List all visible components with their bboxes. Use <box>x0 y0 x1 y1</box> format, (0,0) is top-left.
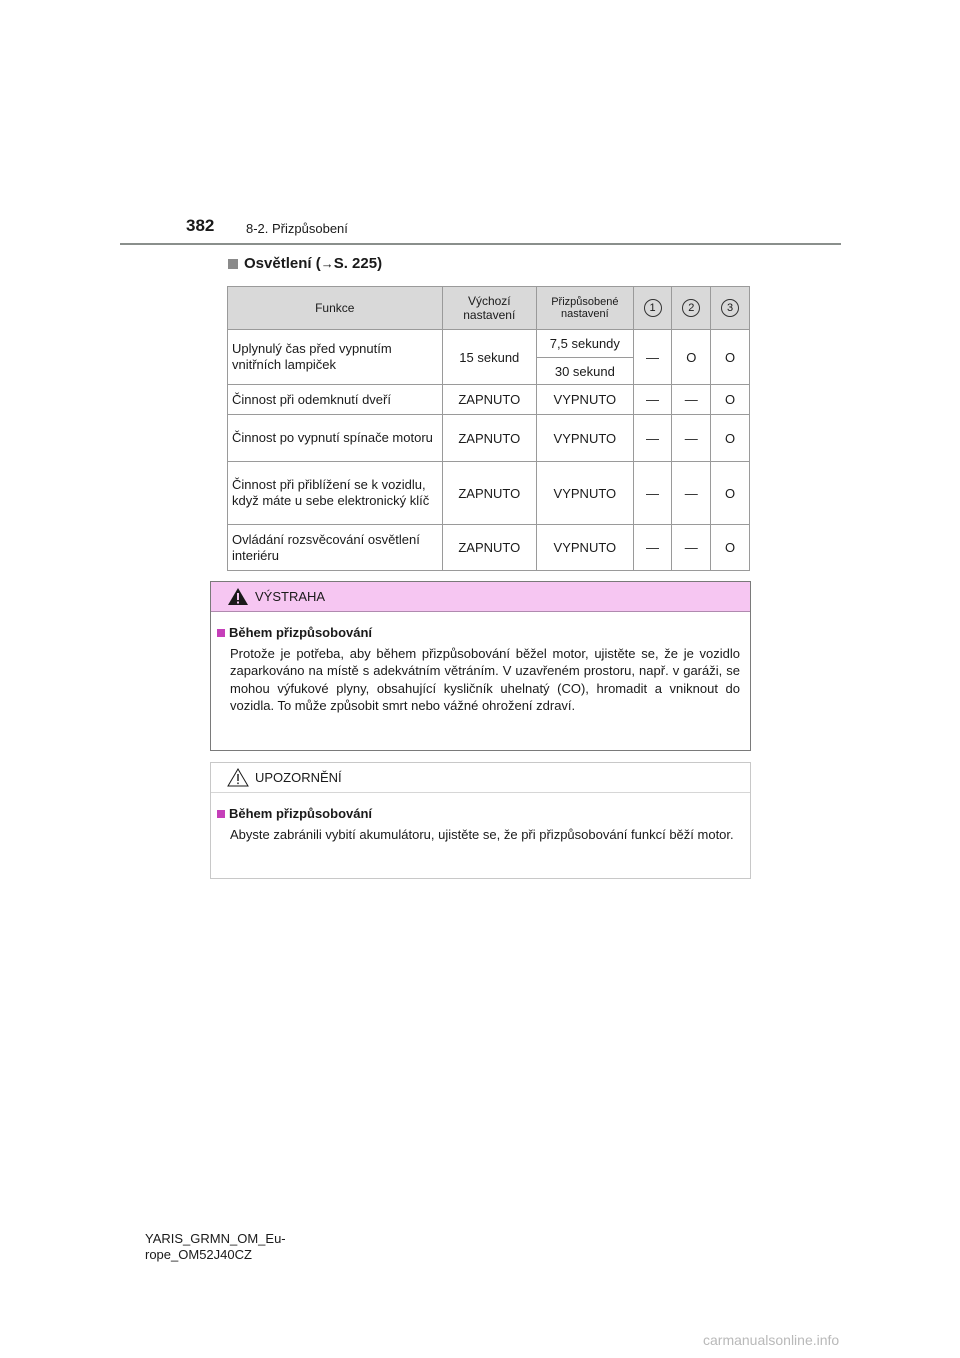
header-col-1 <box>633 287 672 330</box>
row-col-2: — <box>672 415 711 462</box>
header-col-3 <box>711 287 750 330</box>
section-heading <box>228 255 382 272</box>
row-custom: VYPNUTO <box>537 385 634 415</box>
row-function: Ovládání rozsvěcování osvětlení interiéru <box>228 525 443 571</box>
row-col-1: — <box>633 462 672 525</box>
header-rule <box>120 243 841 245</box>
row-col-3: O <box>711 525 750 571</box>
row-col-2: — <box>672 385 711 415</box>
warning-subheading-text: Během přizpůsobování <box>229 625 373 640</box>
circled-3-icon: 3 <box>721 299 739 317</box>
row-custom: VYPNUTO <box>537 415 634 462</box>
header-function: Funkce <box>228 287 443 330</box>
row-col-3: O <box>711 385 750 415</box>
square-bullet-icon <box>217 629 225 637</box>
page-number: 382 <box>186 216 215 235</box>
table-row <box>228 415 750 462</box>
footer-line-1: YARIS_GRMN_OM_Eu- <box>145 1231 286 1246</box>
notice-body <box>211 793 750 843</box>
row-default: ZAPNUTO <box>442 525 537 571</box>
table-row <box>228 385 750 415</box>
section-title: 8-2. Přizpůsobení <box>246 221 348 236</box>
notice-label: UPOZORNĚNÍ <box>255 770 342 785</box>
row-function: Činnost při přiblížení se k vozidlu, když máte u sebe elektronický klíč <box>228 462 443 525</box>
row-custom: VYPNUTO <box>537 462 634 525</box>
row-col-2: O <box>672 330 711 385</box>
arrow-icon: → <box>320 256 334 271</box>
warning-text: Protože je potřeba, aby během přizpůsobování běžel motor, ujistěte se, že je vozidlo zaparkováno na místě s adekvátním větráním. V uzavřeném prostoru, např. v garáži, se mohou výfukové plyny, obsahující kysličník uhelnatý (CO), hromadit a vniknout do vozidla. To může způsobit smrt nebo vážné ohrožení zdraví. <box>230 645 740 713</box>
row-col-2: — <box>672 462 711 525</box>
row-col-1: — <box>633 330 672 385</box>
row-default: ZAPNUTO <box>442 462 537 525</box>
row-function: Uplynulý čas před vypnutím vnitřních lampiček <box>228 330 443 385</box>
row-col-3: O <box>711 415 750 462</box>
table-header-row <box>228 287 750 330</box>
warning-subheading <box>217 624 740 642</box>
header-default: Výchozí nastavení <box>442 287 537 330</box>
heading-title: Osvětlení ( <box>244 255 321 272</box>
row-col-1: — <box>633 385 672 415</box>
square-bullet-icon <box>217 810 225 818</box>
row-default: ZAPNUTO <box>442 385 537 415</box>
caution-triangle-icon <box>227 768 249 787</box>
settings-table <box>227 286 750 571</box>
page-reference-link[interactable]: S. 225) <box>333 255 383 272</box>
circled-1-icon: 1 <box>644 299 662 317</box>
watermark: carmanualsonline.info <box>703 1332 840 1348</box>
row-custom: 30 sekund <box>537 358 634 385</box>
warning-box <box>210 581 751 751</box>
row-col-3: O <box>711 330 750 385</box>
header-custom: Přizpůsobené nastavení <box>537 287 634 330</box>
notice-text: Abyste zabránili vybití akumulátoru, ujistěte se, že při přizpůsobování funkcí běží motor. <box>230 826 734 842</box>
document-footer <box>145 1231 286 1263</box>
row-default: 15 sekund <box>442 330 537 385</box>
warning-label: VÝSTRAHA <box>255 589 326 604</box>
row-col-3: O <box>711 462 750 525</box>
row-default: ZAPNUTO <box>442 415 537 462</box>
header-col-2 <box>672 287 711 330</box>
row-function: Činnost po vypnutí spínače motoru <box>228 415 443 462</box>
warning-triangle-icon <box>227 587 249 606</box>
table-row <box>228 330 750 358</box>
row-col-1: — <box>633 525 672 571</box>
table-row <box>228 525 750 571</box>
notice-subheading-text: Během přizpůsobování <box>229 806 373 821</box>
warning-header <box>211 582 750 612</box>
row-col-2: — <box>672 525 711 571</box>
row-col-1: — <box>633 415 672 462</box>
square-bullet-icon <box>228 259 238 269</box>
warning-body <box>211 612 750 715</box>
notice-header <box>211 763 750 793</box>
notice-box <box>210 762 751 879</box>
row-function: Činnost při odemknutí dveří <box>228 385 443 415</box>
row-custom: 7,5 sekundy <box>537 330 634 358</box>
footer-line-2: rope_OM52J40CZ <box>145 1247 252 1262</box>
table-row <box>228 462 750 525</box>
row-custom: VYPNUTO <box>537 525 634 571</box>
circled-2-icon: 2 <box>682 299 700 317</box>
notice-subheading <box>217 805 740 823</box>
